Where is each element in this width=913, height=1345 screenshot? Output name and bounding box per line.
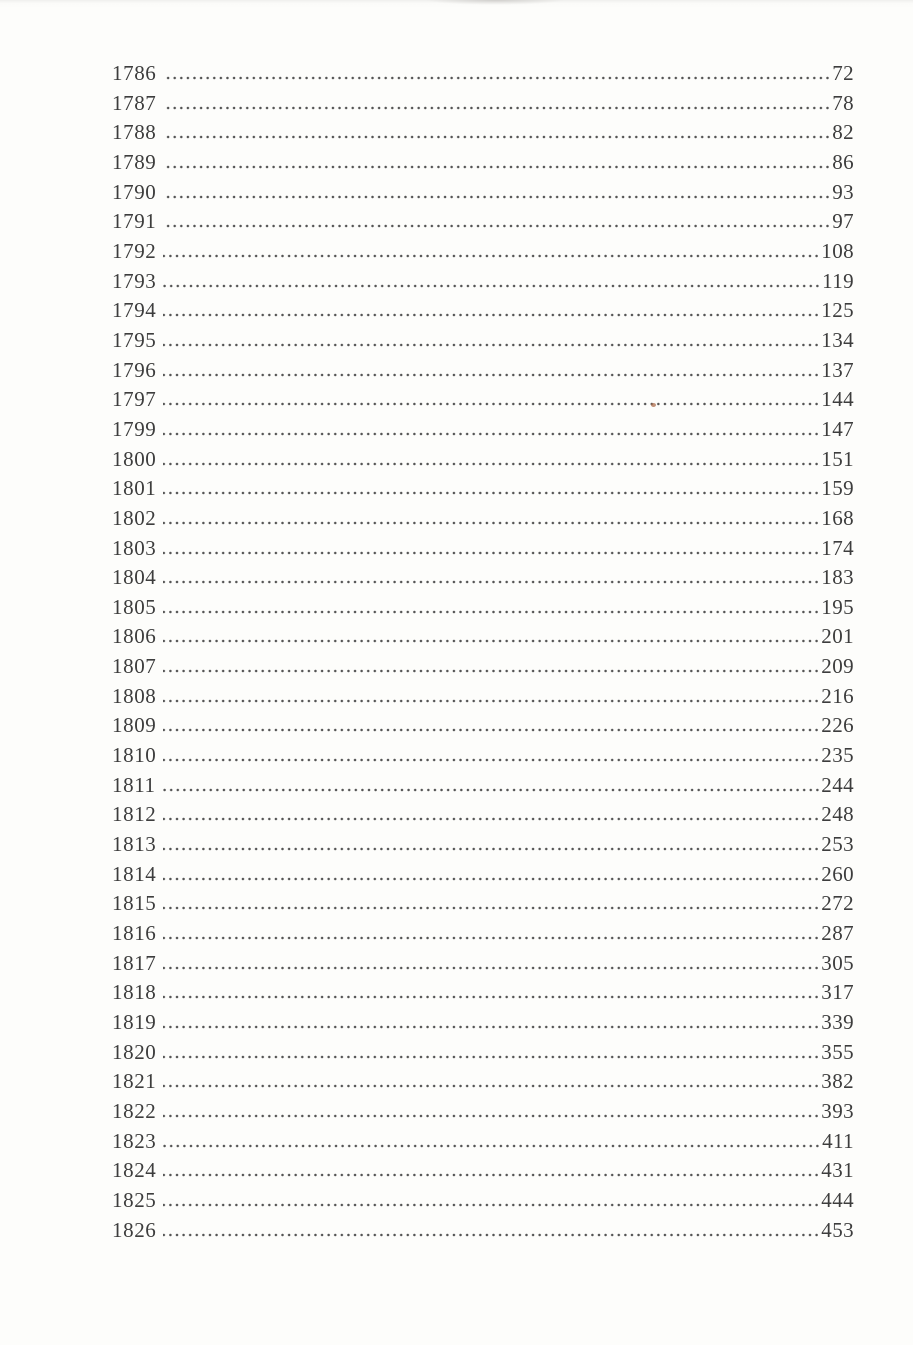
toc-entry-row	[112, 978, 854, 1008]
toc-entry-row	[112, 1067, 854, 1097]
toc-entry-year: 1794	[112, 298, 157, 323]
toc-entry-row	[112, 207, 854, 237]
toc-entry-page-number: 287	[821, 921, 854, 946]
dot-leader	[163, 462, 820, 466]
toc-entry-row	[112, 949, 854, 979]
toc-entry-page-number: 355	[821, 1039, 854, 1064]
scan-smudge-artifact	[425, 0, 565, 5]
toc-entry-year: 1813	[112, 832, 157, 857]
toc-entry-row	[112, 1186, 854, 1216]
toc-entry-page-number: 86	[832, 149, 854, 174]
toc-entry-row	[112, 622, 854, 652]
dot-leader	[163, 639, 820, 643]
toc-entry-row	[112, 1127, 854, 1157]
toc-entry-year: 1804	[112, 565, 157, 590]
dot-leader	[163, 195, 831, 199]
dot-leader	[163, 1173, 820, 1177]
toc-entry-page-number: 147	[821, 416, 854, 441]
dot-leader	[163, 610, 820, 614]
toc-entry-row	[112, 652, 854, 682]
toc-entry-year: 1790	[112, 179, 157, 204]
toc-entry-year: 1792	[112, 238, 157, 263]
toc-entry-row	[112, 771, 854, 801]
dot-leader	[163, 224, 831, 228]
toc-entry-page-number: 125	[821, 298, 854, 323]
dot-leader	[163, 758, 820, 762]
toc-entry-row	[112, 267, 854, 297]
dot-leader	[163, 165, 831, 169]
dot-leader	[163, 906, 820, 910]
toc-entry-year: 1817	[112, 950, 157, 975]
toc-entry-year: 1818	[112, 980, 157, 1005]
toc-entry-page-number: 209	[821, 654, 854, 679]
toc-entry-year: 1793	[112, 268, 157, 293]
toc-entry-row	[112, 89, 854, 119]
toc-entry-row	[112, 1097, 854, 1127]
toc-entry-row	[112, 860, 854, 890]
dot-leader	[163, 966, 820, 970]
table-of-contents	[112, 59, 854, 1245]
toc-entry-row	[112, 800, 854, 830]
toc-entry-page-number: 248	[821, 802, 854, 827]
toc-entry-page-number: 431	[821, 1158, 854, 1183]
toc-entry-page-number: 444	[821, 1187, 854, 1212]
dot-leader	[163, 254, 820, 258]
toc-entry-row	[112, 593, 854, 623]
toc-entry-row	[112, 474, 854, 504]
toc-entry-row	[112, 59, 854, 89]
toc-entry-page-number: 134	[821, 327, 854, 352]
toc-entry-page-number: 108	[821, 238, 854, 263]
toc-entry-year: 1822	[112, 1098, 157, 1123]
toc-entry-row	[112, 178, 854, 208]
toc-entry-row	[112, 237, 854, 267]
toc-entry-page-number: 78	[832, 90, 854, 115]
toc-entry-page-number: 244	[821, 772, 854, 797]
toc-entry-year: 1789	[112, 149, 157, 174]
toc-entry-row	[112, 1156, 854, 1186]
toc-entry-page-number: 168	[821, 505, 854, 530]
dot-leader	[163, 728, 820, 732]
toc-entry-year: 1796	[112, 357, 157, 382]
toc-entry-year: 1811	[112, 772, 156, 797]
toc-entry-row	[112, 1038, 854, 1068]
toc-entry-page-number: 272	[821, 891, 854, 916]
toc-entry-row	[112, 534, 854, 564]
dot-leader	[163, 551, 820, 555]
toc-entry-year: 1825	[112, 1187, 157, 1212]
dot-leader	[163, 76, 831, 80]
dot-leader	[163, 669, 820, 673]
toc-entry-year: 1786	[112, 61, 157, 85]
toc-entry-row	[112, 830, 854, 860]
dot-leader	[163, 1203, 820, 1207]
toc-entry-page-number: 317	[821, 980, 854, 1005]
toc-entry-page-number: 82	[832, 120, 854, 145]
toc-entry-year: 1788	[112, 120, 157, 145]
toc-entry-row	[112, 563, 854, 593]
toc-entry-year: 1810	[112, 743, 157, 768]
dot-leader	[163, 877, 820, 881]
toc-entry-page-number: 151	[821, 446, 854, 471]
toc-entry-page-number: 305	[821, 950, 854, 975]
toc-entry-year: 1808	[112, 683, 157, 708]
dot-leader	[163, 106, 831, 110]
toc-entry-year: 1806	[112, 624, 157, 649]
toc-entry-page-number: 453	[821, 1217, 854, 1242]
toc-entry-year: 1812	[112, 802, 157, 827]
dot-leader	[163, 788, 821, 792]
toc-entry-page-number: 183	[821, 565, 854, 590]
toc-entry-page-number: 119	[822, 268, 854, 293]
toc-entry-page-number: 93	[832, 179, 854, 204]
toc-entry-page-number: 216	[821, 683, 854, 708]
toc-entry-row	[112, 385, 854, 415]
dot-leader	[163, 1144, 821, 1148]
scan-speck-artifact	[651, 403, 656, 407]
toc-entry-page-number: 393	[821, 1098, 854, 1123]
dot-leader	[163, 847, 820, 851]
toc-entry-year: 1819	[112, 1010, 157, 1034]
dot-leader	[163, 521, 820, 525]
toc-entry-year: 1824	[112, 1158, 157, 1183]
dot-leader	[163, 432, 820, 436]
toc-entry-row	[112, 326, 854, 356]
toc-entry-year: 1820	[112, 1039, 157, 1064]
toc-entry-year: 1805	[112, 594, 157, 619]
toc-entry-page-number: 201	[821, 624, 854, 649]
dot-leader	[163, 1114, 820, 1118]
toc-entry-year: 1809	[112, 713, 157, 738]
toc-entry-year: 1801	[112, 476, 157, 501]
dot-leader	[163, 373, 820, 377]
toc-entry-page-number: 144	[821, 387, 854, 412]
toc-entry-row	[112, 504, 854, 534]
toc-entry-row	[112, 919, 854, 949]
dot-leader	[163, 313, 820, 317]
toc-entry-year: 1800	[112, 446, 157, 471]
toc-entry-page-number: 411	[822, 1128, 854, 1153]
toc-entry-year: 1807	[112, 654, 157, 679]
toc-entry-page-number: 174	[821, 535, 854, 560]
toc-entry-row	[112, 1216, 854, 1246]
dot-leader	[163, 343, 820, 347]
toc-entry-page-number: 235	[821, 743, 854, 768]
dot-leader	[163, 1055, 820, 1059]
toc-entry-year: 1791	[112, 209, 157, 234]
toc-entry-page-number: 137	[821, 357, 854, 382]
toc-entry-page-number: 159	[821, 476, 854, 501]
toc-entry-year: 1823	[112, 1128, 157, 1153]
dot-leader	[163, 135, 831, 139]
toc-entry-row	[112, 356, 854, 386]
toc-entry-year: 1799	[112, 416, 157, 441]
dot-leader	[163, 402, 820, 406]
toc-entry-page-number: 195	[821, 594, 854, 619]
toc-entry-year: 1826	[112, 1217, 157, 1242]
toc-entry-row	[112, 711, 854, 741]
dot-leader	[163, 284, 821, 288]
dot-leader	[163, 1233, 820, 1237]
dot-leader	[163, 817, 820, 821]
toc-entry-page-number: 339	[821, 1010, 854, 1034]
toc-entry-row	[112, 148, 854, 178]
toc-entry-row	[112, 445, 854, 475]
toc-entry-year: 1795	[112, 327, 157, 352]
dot-leader	[163, 1084, 820, 1088]
toc-entry-year: 1802	[112, 505, 157, 530]
dot-leader	[163, 491, 820, 495]
toc-entry-year: 1787	[112, 90, 157, 115]
toc-entry-year: 1814	[112, 861, 157, 886]
dot-leader	[163, 936, 820, 940]
toc-entry-row	[112, 296, 854, 326]
toc-entry-year: 1821	[112, 1069, 157, 1094]
toc-entry-year: 1815	[112, 891, 157, 916]
toc-entry-row	[112, 415, 854, 445]
toc-entry-page-number: 382	[821, 1069, 854, 1094]
toc-entry-page-number: 97	[832, 209, 854, 234]
toc-entry-row	[112, 741, 854, 771]
toc-entry-page-number: 72	[832, 61, 854, 85]
toc-entry-year: 1816	[112, 921, 157, 946]
toc-entry-year: 1803	[112, 535, 157, 560]
dot-leader	[163, 699, 820, 703]
toc-entry-page-number: 260	[821, 861, 854, 886]
toc-entry-page-number: 226	[821, 713, 854, 738]
toc-entry-row	[112, 118, 854, 148]
dot-leader	[163, 580, 820, 584]
dot-leader	[163, 995, 820, 999]
toc-entry-row	[112, 682, 854, 712]
toc-entry-page-number: 253	[821, 832, 854, 857]
toc-entry-year: 1797	[112, 387, 157, 412]
dot-leader	[163, 1025, 820, 1029]
toc-entry-row	[112, 1008, 854, 1038]
toc-entry-row	[112, 889, 854, 919]
